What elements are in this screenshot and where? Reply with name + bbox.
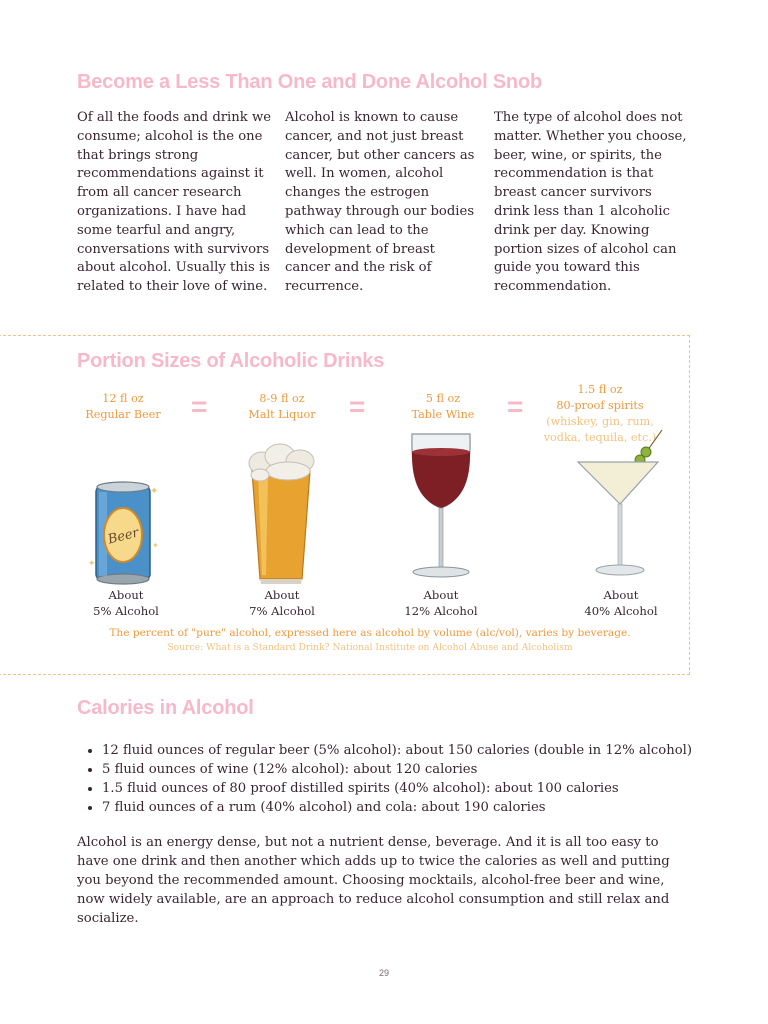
percent-label: 40% Alcohol (584, 603, 658, 618)
percent-label: 7% Alcohol (249, 603, 315, 618)
body-column-3: The type of alcohol does not matter. Whether you choose, beer, wine, or spirits, the recommendation is that breast cancer survivors drink less than 1 alcoholic drink per day. Knowing portion sizes of alcohol can guide you toward this recommendation. (494, 110, 687, 295)
drink-percent-malt (227, 588, 337, 619)
malt-liquor-glass-icon (240, 441, 324, 586)
drink-percent-beer (71, 588, 181, 619)
drink-label-wine (388, 391, 498, 423)
drink-percent-spirits (566, 588, 676, 619)
drink-amount: 5 fl oz (425, 392, 461, 405)
page-number: 29 (378, 968, 389, 978)
calories-paragraph: Alcohol is an energy dense, but not a nutrient dense, beverage. And it is all too easy to have one drink and then another which adds up to twice the calories as well and putting you beyond the recommended amount. Choosing mocktails, alcohol-free beer and wine, now widely available, are an approach to reduce alcohol consumption and still relax and socialize. (77, 835, 670, 926)
drink-amount: 12 fl oz (102, 392, 144, 405)
svg-text:✦: ✦ (88, 559, 96, 569)
body-column-2: Alcohol is known to cause cancer, and not just breast cancer, but other cancers as well. In women, alcohol changes the estrogen pathway through our bodies which can lead to the development of breast cancer and the risk of recurrence. (285, 110, 475, 295)
list-item: • 12 fluid ounces of regular beer (5% alcohol): about 150 calories (double in 12% alcohol) (102, 741, 742, 760)
drink-amount: 1.5 fl oz (577, 383, 623, 396)
svg-text:✦: ✦ (152, 541, 159, 550)
equals-sign: = (349, 391, 366, 422)
source-citation: Source: What is a Standard Drink? National Institute on Alcohol Abuse and Alcoholism (167, 642, 573, 653)
wine-glass-icon (406, 428, 476, 580)
abv-note: The percent of "pure" alcohol, expressed here as alcohol by volume (alc/vol), varies by beverage. (109, 627, 631, 639)
body-column-1: Of all the foods and drink we consume; alcohol is the one that brings strong recommendations against it from all cancer research organizations. I have had some tearful and angry, conversations with survivors about alcohol. Usually this is related to their love of wine. (77, 110, 272, 295)
section-heading-calories: Calories in Alcohol (77, 697, 254, 719)
about-label: About (264, 588, 300, 602)
section-heading-portion-sizes: Portion Sizes of Alcoholic Drinks (77, 350, 385, 372)
drink-name: Regular Beer (85, 408, 161, 421)
about-label: About (423, 588, 459, 602)
drink-percent-wine (386, 588, 496, 619)
list-item: • 5 fluid ounces of wine (12% alcohol): about 120 calories (102, 760, 742, 779)
drink-name: Table Wine (411, 408, 475, 421)
drink-label-malt (227, 391, 337, 423)
drink-label-beer (68, 391, 178, 423)
beer-can-icon (86, 478, 162, 586)
about-label: About (108, 588, 144, 602)
list-item: • 7 fluid ounces of a rum (40% alcohol) and cola: about 190 calories (102, 798, 742, 817)
about-label: About (603, 588, 639, 602)
equals-sign: = (507, 391, 524, 422)
drink-examples: (whiskey, gin, rum, vodka, tequila, etc.) (543, 415, 657, 444)
percent-label: 12% Alcohol (404, 603, 478, 618)
list-item: • 1.5 fluid ounces of 80 proof distilled spirits (40% alcohol): about 100 calories (102, 779, 742, 798)
calorie-list (77, 741, 742, 817)
drink-amount: 8-9 fl oz (259, 392, 305, 405)
equals-sign: = (191, 391, 208, 422)
percent-label: 5% Alcohol (93, 603, 159, 618)
beer-can-label: Beer (106, 525, 141, 548)
martini-glass-icon (574, 424, 670, 580)
section-heading-alcohol-snob: Become a Less Than One and Done Alcohol Snob (77, 71, 542, 93)
drink-name: Malt Liquor (248, 408, 316, 421)
svg-text:✦: ✦ (150, 486, 159, 497)
drink-name: 80-proof spirits (556, 399, 644, 412)
